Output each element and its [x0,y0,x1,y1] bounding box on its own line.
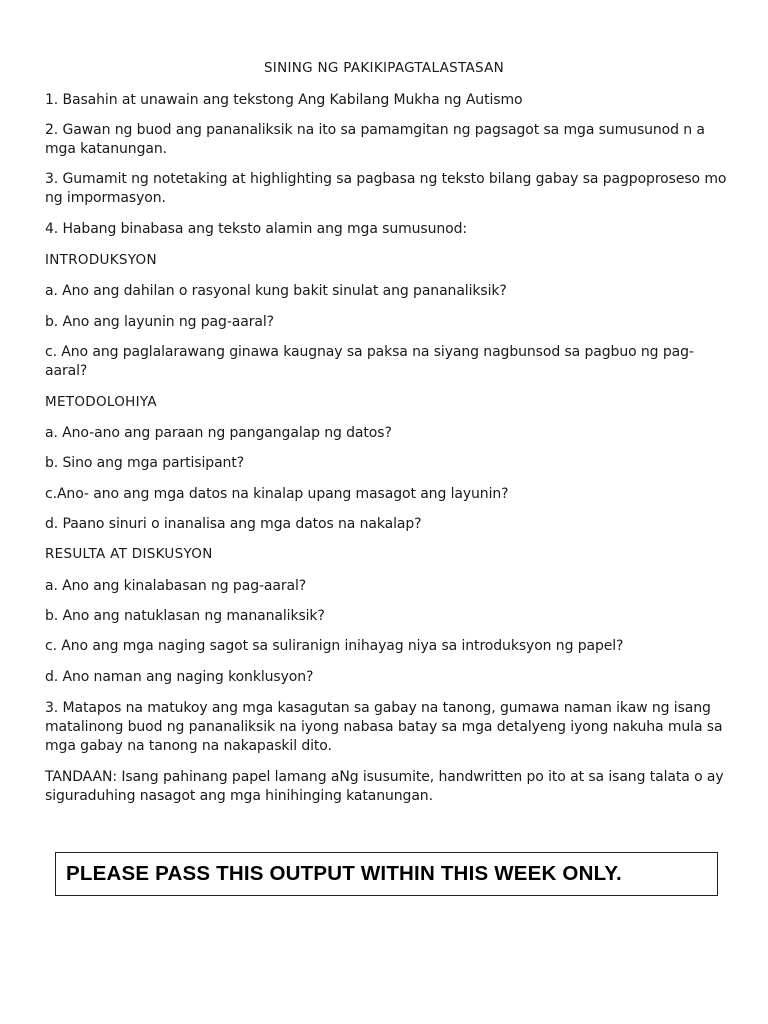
section-heading-resulta: RESULTA AT DISKUSYON [45,546,213,562]
section-heading-metodolohiya: METODOLOHIYA [45,394,157,410]
question-item: b. Ano ang natuklasan ng mananaliksik? [45,608,325,624]
question-item: a. Ano ang kinalabasan ng pag-aaral? [45,578,307,594]
instruction-4: 4. Habang binabasa ang teksto alamin ang mga sumusunod: [45,221,468,237]
final-instruction: 3. Matapos na matukoy ang mga kasagutan sa gabay na tanong, gumawa naman ikaw ng isang matalinong buod ng pananaliksik na iyong nabasa batay sa mga detalyeng iyong nakuha mula sa mga gabay na tanong na nakapaskil dito. [45,700,723,754]
question-item: c. Ano ang mga naging sagot sa suliranign inihayag niya sa introduksyon ng papel? [45,638,624,654]
instruction-2: 2. Gawan ng buod ang pananaliksik na ito sa pamamgitan ng pagsagot sa mga sumusunod n a mga katanungan. [45,122,705,157]
instruction-3: 3. Gumamit ng notetaking at highlighting sa pagbasa ng teksto bilang gabay sa pagpoproseso mo ng impormasyon. [45,171,727,206]
question-item: c.Ano- ano ang mga datos na kinalap upang masagot ang layunin? [45,486,509,502]
question-item: b. Ano ang layunin ng pag-aaral? [45,314,274,330]
question-item: d. Paano sinuri o inanalisa ang mga datos na nakalap? [45,516,422,532]
question-item: c. Ano ang paglalarawang ginawa kaugnay sa paksa na siyang nagbunsod sa pagbuo ng pag-aaral? [45,344,694,379]
reminder-note: TANDAAN: Isang pahinang papel lamang aNg isusumite, handwritten po ito at sa isang talata o ay siguraduhing nasagot ang mga hinihinging katanungan. [45,769,724,804]
deadline-notice-text: PLEASE PASS THIS OUTPUT WITHIN THIS WEEK ONLY. [66,862,622,885]
question-item: d. Ano naman ang naging konklusyon? [45,669,314,685]
instruction-1: 1. Basahin at unawain ang tekstong Ang Kabilang Mukha ng Autismo [45,92,523,108]
deadline-notice-box [55,852,718,896]
section-heading-introduksyon: INTRODUKSYON [45,252,157,268]
document-title: SINING NG PAKIKIPAGTALASTASAN [263,60,505,76]
question-item: a. Ano-ano ang paraan ng pangangalap ng datos? [45,425,392,441]
question-item: b. Sino ang mga partisipant? [45,455,245,471]
question-item: a. Ano ang dahilan o rasyonal kung bakit sinulat ang pananaliksik? [45,283,507,299]
